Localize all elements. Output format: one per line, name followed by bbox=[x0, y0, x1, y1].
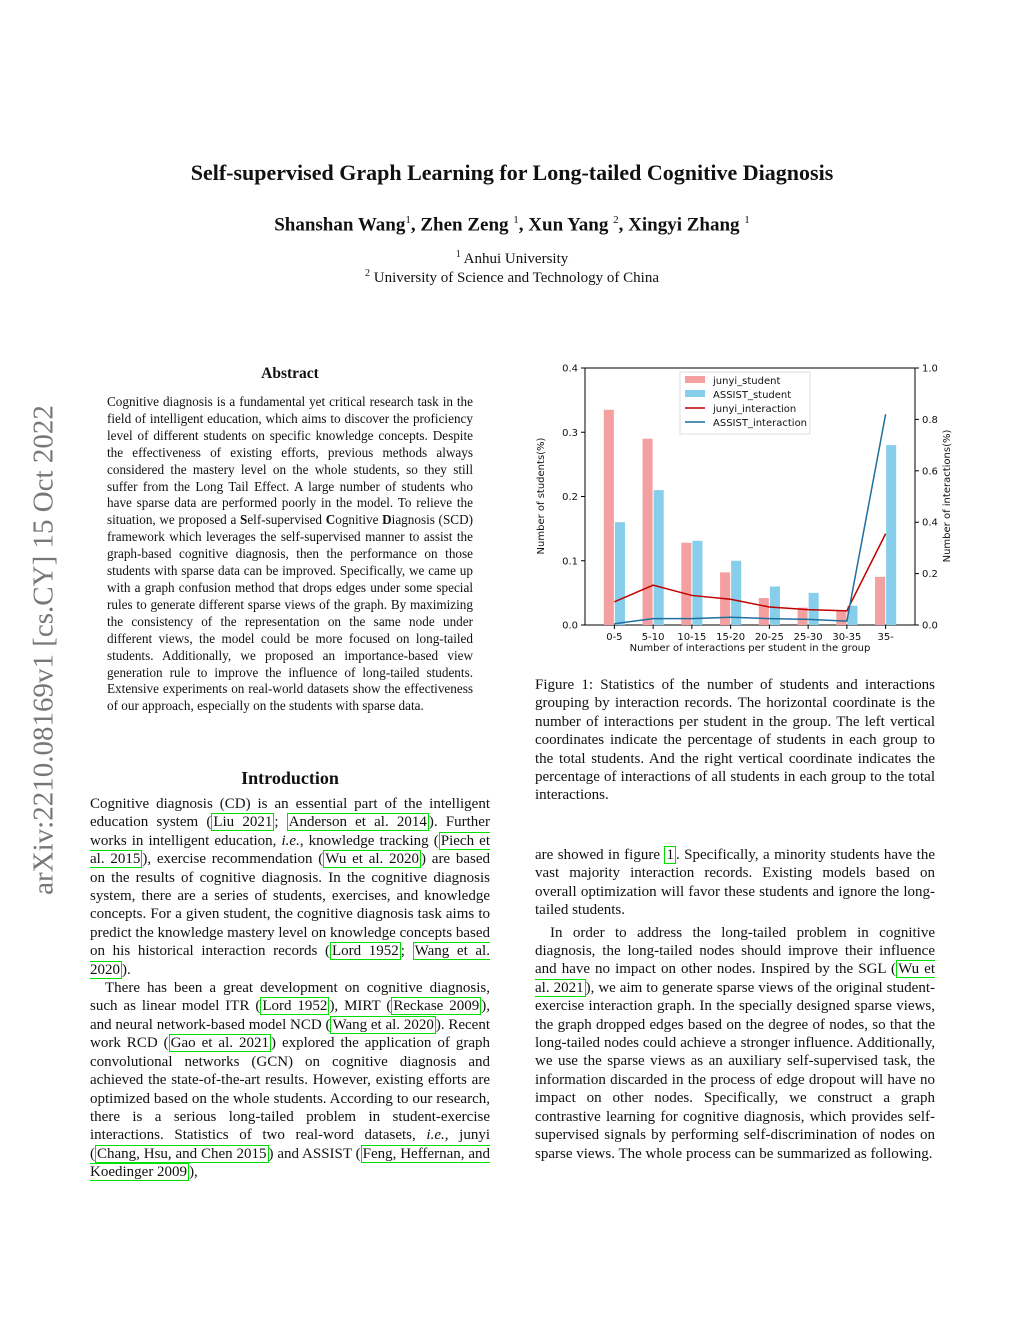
text-run: , knowledge tracking ( bbox=[299, 832, 439, 849]
text-run: ; bbox=[400, 943, 413, 960]
paragraph bbox=[90, 795, 490, 979]
author-list: Shanshan Wang$^1$, Zhen Zeng $^1$, Xun Yang $^2$, Xingyi Zhang $^1$ bbox=[274, 214, 750, 236]
text-run: Cognitive diagnosis is a fundamental yet critical research task in the field of intelligent education, which aims to discover the proficiency level of different students on specific knowledge concepts. Despite the effectiveness of existing efforts, previous methods always considered the mastery level on the whole students, so they still suffer from the Long Tail Effect. A large number of students who have sparse data are performed poorly in the model. To relieve the situation, we proposed a bbox=[107, 394, 473, 528]
citation-link[interactable]: Wang et al. 2020 bbox=[90, 943, 490, 978]
x-tick-label: 30-35 bbox=[832, 632, 862, 643]
y-tick-label: 0.3 bbox=[562, 427, 578, 439]
x-axis-ticks bbox=[606, 625, 894, 643]
right-axis-ticks bbox=[915, 364, 938, 632]
text-run: S bbox=[239, 512, 248, 528]
text-run: elf-supervised bbox=[247, 512, 326, 528]
y-right-tick-label: 0.8 bbox=[922, 414, 938, 426]
x-tick-label: 15-20 bbox=[716, 632, 746, 643]
paper-title: Self-supervised Graph Learning for Long-tailed Cognitive Diagnosis bbox=[190, 160, 834, 185]
left-axis-ticks bbox=[562, 364, 585, 632]
text-run: D bbox=[382, 512, 392, 528]
citation-link[interactable]: Liu 2021 bbox=[213, 814, 273, 831]
text-run: i.e. bbox=[281, 832, 300, 849]
x-tick-label: 0-5 bbox=[606, 632, 623, 643]
citation-link[interactable]: Reckase 2009 bbox=[393, 998, 480, 1015]
affiliation-name: University of Science and Technology of China bbox=[373, 270, 660, 286]
affiliation-name: Anhui University bbox=[463, 251, 569, 267]
author-name: Xingyi Zhang bbox=[628, 214, 740, 236]
text-run: are showed in figure bbox=[535, 847, 665, 863]
figure-1-caption: Figure 1: Statistics of the number of students and interactions grouping by interaction records. The horizontal coordinate is the number of interactions per student in the group. The left vertical coordinates indicate the percentage of students in each group to the total students. And the right vertical coordinate indicates the percentage of interactions of all students in each group to the total interactions. bbox=[535, 677, 935, 804]
introduction-text bbox=[90, 795, 490, 1182]
citation-link[interactable]: Chang, Hsu, and Chen 2015 bbox=[97, 1145, 267, 1162]
y-right-tick-label: 0.6 bbox=[922, 466, 938, 478]
y-tick-label: 0.4 bbox=[562, 363, 578, 375]
figure-reference-link[interactable]: 1 bbox=[666, 847, 674, 863]
text-run: ) are based on the results of cognitive diagnosis. In the cognitive diagnosis system, there are a series of students, exercises, and knowledge concepts. For a given student, the cognitive diagnosis task aims to predict the knowledge mastery level on knowledge concepts based on his historical interaction records ( bbox=[90, 851, 491, 960]
y-right-tick-label: 1.0 bbox=[922, 363, 938, 375]
text-run: ), MIRT ( bbox=[329, 998, 392, 1015]
right-column-text bbox=[535, 846, 935, 1163]
x-tick-label: 5-10 bbox=[641, 632, 665, 643]
text-run: Cognitive diagnosis (CD) is an essential part of the intelligent education system ( bbox=[90, 796, 490, 831]
bar-ASSIST_student bbox=[731, 561, 741, 625]
x-tick-label: 10-15 bbox=[677, 632, 707, 643]
text-run: , junyi ( bbox=[90, 1127, 490, 1162]
text-run: i.e. bbox=[426, 1127, 445, 1144]
y-axis-label: Number of students(%) bbox=[536, 437, 547, 555]
x-tick-label: 20-25 bbox=[754, 632, 784, 643]
paragraph bbox=[535, 846, 935, 920]
y-right-tick-label: 0.2 bbox=[922, 569, 938, 581]
citation-link[interactable]: Wu et al. 2020 bbox=[325, 851, 420, 868]
text-run: ) and ASSIST ( bbox=[268, 1145, 361, 1162]
author-affiliation: 1 bbox=[513, 214, 519, 226]
text-run: ), and neural network-based model NCD ( bbox=[90, 998, 490, 1033]
bar-ASSIST_student bbox=[654, 490, 664, 625]
arxiv-id: arXiv:2210.08169v1 [cs.CY] 15 Oct 2022 bbox=[27, 405, 60, 895]
text-run: C bbox=[325, 512, 336, 528]
legend-label: ASSIST_interaction bbox=[713, 418, 808, 429]
author-affiliation: 1 bbox=[744, 214, 750, 226]
legend-label: junyi_interaction bbox=[713, 404, 797, 415]
bar-junyi_student bbox=[798, 608, 808, 625]
y-tick-label: 0.2 bbox=[562, 492, 578, 503]
arxiv-sidebar bbox=[16, 340, 72, 960]
citation-link[interactable]: Anderson et al. 2014 bbox=[288, 814, 427, 831]
bar-junyi_student bbox=[643, 439, 653, 625]
figure-1-chart bbox=[530, 358, 970, 660]
y-tick-label: 0.1 bbox=[562, 556, 578, 568]
author-name: Zhen Zeng bbox=[420, 214, 509, 236]
text-run: There has been a great development on cognitive diagnosis, such as linear model ITR ( bbox=[90, 980, 490, 1015]
bar-junyi_student bbox=[875, 577, 885, 625]
y-right-tick-label: 0.0 bbox=[922, 620, 938, 632]
bar-ASSIST_student bbox=[886, 445, 896, 625]
citation-link[interactable]: Wu et al. 2021 bbox=[535, 961, 935, 996]
x-tick-label: 35- bbox=[877, 632, 894, 643]
text-run: ), bbox=[189, 1164, 198, 1181]
affiliation-number: 1 bbox=[455, 249, 461, 260]
affiliation-number: 2 bbox=[364, 268, 370, 279]
text-run: ) explored the application of graph convolutional networks (GCN) on cognitive diagnosis and achieved the state-of-the-art results. However, existing efforts are optimized based on the whole students. According to our research, there is a serious long-tailed problem in student-exercise interactions. Statistics of two real-word datasets, bbox=[90, 1035, 490, 1144]
author-affiliation: 2 bbox=[613, 214, 619, 226]
y-tick-label: 0.0 bbox=[562, 620, 578, 632]
affiliation bbox=[0, 249, 1024, 268]
abstract-text bbox=[107, 394, 473, 715]
text-run: ), exercise recommendation ( bbox=[142, 851, 324, 868]
legend-label: junyi_student bbox=[713, 376, 781, 387]
x-axis-label: Number of interactions per student in the group bbox=[629, 643, 871, 654]
y-right-tick-label: 0.4 bbox=[922, 517, 938, 529]
citation-link[interactable]: Feng, Heffernan, and Koedinger 2009 bbox=[90, 1145, 490, 1181]
citation-link[interactable]: Piech et al. 2015 bbox=[90, 832, 490, 868]
text-run: ), we aim to generate sparse views of the original student-exercise interaction graph. In the specially designed sparse views, the graph dropped edges based on the degree of nodes, so that the long-tailed nodes could achieve a stronger influence. Additionally, we use the sparse views as an auxiliary self-supervised task, the information discarded in the process of edge dropout will have no impact on other nodes. Specifically, we construct a graph contrastive learning for cognitive diagnosis, which provides self-supervised signals by performing self-discrimination of nodes on sparse views. The whole process can be summarized as following. bbox=[535, 979, 935, 1162]
bar-ASSIST_student bbox=[692, 541, 702, 625]
y-axis-right-label: Number of interactions(%) bbox=[942, 429, 953, 563]
text-run: ). Further works in intelligent education, bbox=[90, 814, 490, 849]
bar-junyi_student bbox=[681, 543, 691, 625]
citation-link[interactable]: Gao et al. 2021 bbox=[170, 1035, 269, 1052]
legend-label: ASSIST_student bbox=[713, 390, 792, 401]
text-run: ; bbox=[274, 814, 287, 831]
citation-link[interactable]: Lord 1952 bbox=[262, 998, 328, 1015]
text-run: . Specifically, a minority students have the vast majority interaction records. Existing models based on overall optimization will favor these students and ignore the long-tailed students. bbox=[535, 847, 935, 919]
abstract-heading: Abstract bbox=[261, 365, 319, 382]
text-run: ognitive bbox=[335, 512, 383, 528]
citation-link[interactable]: Lord 1952 bbox=[331, 943, 399, 960]
text-run: ). bbox=[122, 961, 131, 978]
legend bbox=[680, 372, 810, 434]
x-tick-label: 25-30 bbox=[793, 632, 823, 643]
text-run: ). Recent work RCD ( bbox=[90, 1016, 490, 1052]
legend-swatch-junyi-student bbox=[685, 376, 705, 383]
author-name: Shanshan Wang bbox=[274, 214, 406, 236]
text-run: iagnosis (SCD) framework which leverages the self-supervised manner to assist the graph-based cognitive diagnosis, then the performance on those students with sparse data can be improved. Specifically, we came up with a graph confusion method that drops edges under some special rules to generate different sparse views of the graph. By maximizing the consistency of the representation on the same node under different views, the model could be more focused on long-tailed students. Additionally, we proposed an importance-based view generation rule to improve the influence of long-tailed students. Extensive experiments on real-world datasets show the effectiveness of our approach, especially on the students with sparse data. bbox=[107, 512, 473, 714]
affiliation bbox=[0, 268, 1024, 287]
paragraph bbox=[90, 979, 490, 1181]
bar-junyi_student bbox=[759, 598, 769, 625]
text-run: In order to address the long-tailed problem in cognitive diagnosis, the long-tailed nodes should improve their influence and have no impact on other nodes. Inspired by the SGL ( bbox=[535, 924, 935, 978]
introduction-heading: Introduction bbox=[241, 768, 339, 788]
bar-junyi_student bbox=[604, 410, 614, 625]
paragraph bbox=[535, 924, 935, 1163]
author-affiliation: 1 bbox=[405, 214, 411, 226]
legend-swatch-assist-student bbox=[685, 390, 705, 397]
bar-junyi_student bbox=[836, 611, 846, 625]
author-name: Xun Yang bbox=[528, 214, 609, 236]
chart-svg bbox=[530, 358, 970, 660]
bar-ASSIST_student bbox=[615, 522, 625, 625]
citation-link[interactable]: Wang et al. 2020 bbox=[332, 1016, 434, 1033]
